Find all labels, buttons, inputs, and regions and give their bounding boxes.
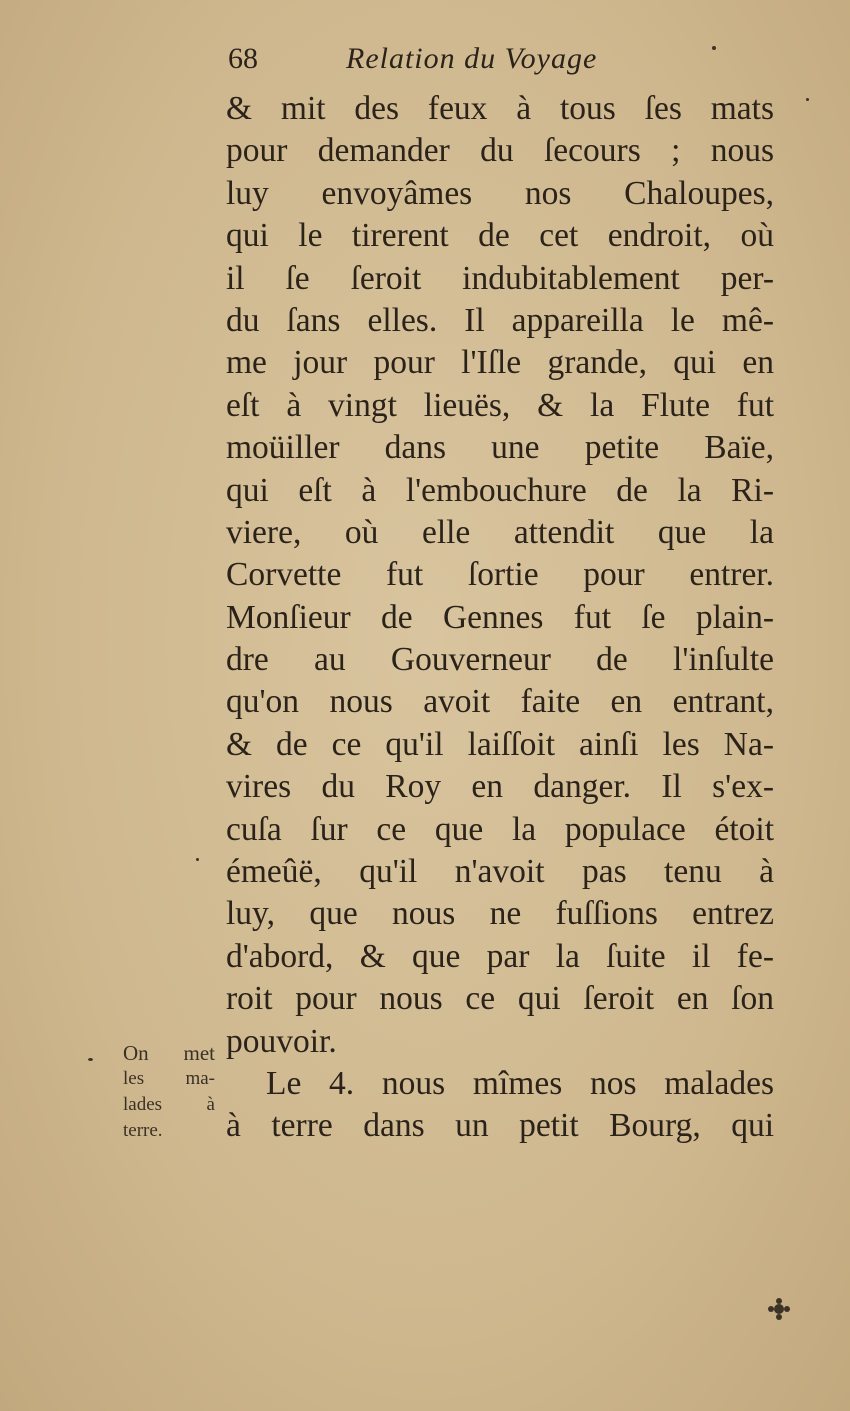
text-line: Corvette fut ſortie pour entrer. bbox=[226, 556, 774, 594]
text-line: qui le tirerent de cet endroit, où bbox=[226, 217, 774, 255]
text-line: pour demander du ſecours ; nous bbox=[226, 132, 774, 170]
margin-note bbox=[123, 1040, 215, 1144]
text-line: eſt à vingt lieuës, & la Flute fut bbox=[226, 386, 774, 424]
text-line: & de ce qu'il laiſſoit ainſi les Na- bbox=[226, 725, 774, 763]
margin-note-line: les ma- bbox=[123, 1068, 215, 1089]
text-line: vires du Roy en danger. Il s'ex- bbox=[226, 768, 774, 806]
running-head bbox=[228, 42, 788, 82]
running-title: Relation du Voyage bbox=[346, 42, 598, 75]
ink-speck bbox=[88, 1058, 93, 1061]
text-line: à terre dans un petit Bourg, qui bbox=[226, 1107, 774, 1145]
ink-speck bbox=[806, 98, 809, 101]
text-line: viere, où elle attendit que la bbox=[226, 513, 774, 551]
paragraph-end-line: pouvoir. bbox=[226, 1022, 337, 1060]
margin-note-line: On met bbox=[123, 1041, 215, 1065]
paragraph-start-line: Le 4. nous mîmes nos malades bbox=[266, 1064, 774, 1102]
ink-speck bbox=[712, 46, 716, 50]
text-line: du ſans elles. Il appareilla le mê- bbox=[226, 301, 774, 339]
text-line: moüiller dans une petite Baïe, bbox=[226, 429, 774, 467]
margin-note-line: lades à bbox=[123, 1094, 215, 1115]
ornament-icon bbox=[768, 1298, 790, 1320]
body-text bbox=[226, 88, 774, 1148]
text-line: Monſieur de Gennes fut ſe plain- bbox=[226, 598, 774, 636]
text-line: émeûë, qu'il n'avoit pas tenu à bbox=[226, 853, 774, 891]
text-line: qu'on nous avoit faite en entrant, bbox=[226, 683, 774, 721]
text-line: & mit des feux à tous ſes mats bbox=[226, 90, 774, 127]
text-line: luy envoyâmes nos Chaloupes, bbox=[226, 174, 774, 212]
text-line: roit pour nous ce qui ſeroit en ſon bbox=[226, 980, 774, 1018]
text-line: luy, que nous ne fuſſions entrez bbox=[226, 895, 774, 933]
ink-speck bbox=[196, 858, 199, 861]
text-line: qui eſt à l'embouchure de la Ri- bbox=[226, 471, 774, 509]
text-line: il ſe ſeroit indubitablement per- bbox=[226, 259, 774, 297]
text-line: d'abord, & que par la ſuite il fe- bbox=[226, 937, 774, 975]
text-line: dre au Gouverneur de l'inſulte bbox=[226, 641, 774, 679]
page-number: 68 bbox=[228, 42, 258, 75]
margin-note-line: terre. bbox=[123, 1120, 163, 1141]
text-line: me jour pour l'Iſle grande, qui en bbox=[226, 344, 774, 382]
text-line: cuſa ſur ce que la populace étoit bbox=[226, 810, 774, 848]
